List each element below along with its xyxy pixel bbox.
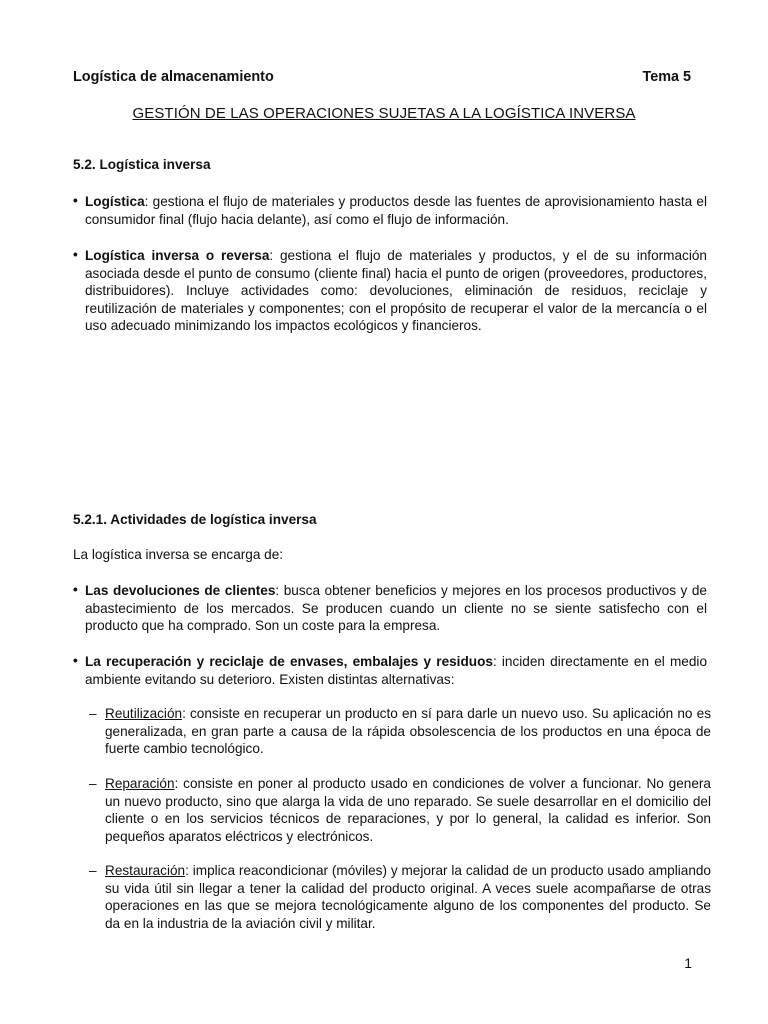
bullet-term: Las devoluciones de clientes — [85, 583, 276, 598]
subitem-restauracion — [89, 862, 711, 932]
bullet-logistica — [73, 193, 707, 228]
section-intro: La logística inversa se encarga de: — [73, 547, 284, 562]
bullet-text: : gestiona el flujo de materiales y productos, y el de su información asociada desde el punto de consumo (cliente final) hacia el punto de origen (proveedores, productores, distribuidores). Incluye actividades como: devoluciones, eliminación de residuos, reciclaje y reutilización de materiales y componentes; con el propósito de recuperar el valor de la mercancía o el uso adecuado minimizando los impactos ecológicos y financieros. — [85, 248, 707, 334]
topic-label: Tema 5 — [642, 69, 691, 85]
main-title: GESTIÓN DE LAS OPERACIONES SUJETAS A LA LOGÍSTICA INVERSA — [132, 105, 636, 122]
bullet-logistica-inversa — [73, 247, 707, 335]
subitem-term: Reutilización — [105, 706, 183, 721]
bullet-term: Logística — [85, 194, 145, 209]
bullet-term: Logística inversa o reversa — [85, 248, 270, 263]
bullet-recuperacion — [73, 653, 707, 688]
dash-icon: – — [89, 863, 97, 878]
bullet-text: : inciden directamente en el medio ambiente evitando su deterioro. Existen distintas alternativas: — [85, 654, 708, 687]
bullet-devoluciones — [73, 582, 707, 635]
page-header — [73, 69, 695, 89]
subitem-reutilizacion — [89, 705, 711, 758]
section-heading-5-2: 5.2. Logística inversa — [73, 157, 211, 172]
bullet-text: : gestiona el flujo de materiales y productos desde las fuentes de aprovisionamiento hasta el consumidor final (flujo hacia delante), así como el flujo de información. — [85, 194, 707, 227]
subitem-term: Reparación — [105, 776, 175, 791]
subitem-text: : consiste en poner al producto usado en condiciones de volver a funcionar. No genera un nuevo producto, sino que alarga la vida de uno reparado. Se suele desarrollar en el domicilio del cliente o en los servicios técnicos de reparaciones, y por lo general, la calidad es inferior. Son pequeños aparatos eléctricos y electrónicos. — [105, 776, 711, 844]
subitem-text: : consiste en recuperar un producto en sí para darle un nuevo uso. Su aplicación no es generalizada, en gran parte a causa de la rápida obsolescencia de los productos en una época de fuerte cambio tecnológico. — [105, 706, 711, 757]
bullet-term: La recuperación y reciclaje de envases, embalajes y residuos — [85, 654, 493, 669]
page-number: 1 — [684, 955, 692, 971]
dash-icon: – — [89, 776, 97, 791]
bullet-text: : busca obtener beneficios y mejores en los procesos productivos y de abastecimiento de los mercados. Se producen cuando un cliente no se siente satisfecho con el producto que ha comprado. Son un coste para la empresa. — [85, 583, 707, 634]
course-title: Logística de almacenamiento — [73, 69, 274, 85]
bullet-icon: • — [73, 653, 78, 668]
bullet-icon: • — [73, 193, 78, 208]
bullet-icon: • — [73, 247, 78, 262]
section-heading-5-2-1: 5.2.1. Actividades de logística inversa — [73, 512, 317, 527]
subitem-term: Restauración — [105, 863, 186, 878]
subitem-text: : implica reacondicionar (móviles) y mejorar la calidad de un producto usado ampliando su vida útil sin llegar a tener la calidad del producto original. A veces suele acompañarse de otras operaciones en las que se mejora tecnológicamente alguno de los componentes del producto. Se da en la industria de la aviación civil y militar. — [105, 863, 711, 931]
bullet-icon: • — [73, 582, 78, 597]
subitem-reparacion — [89, 775, 711, 845]
dash-icon: – — [89, 706, 97, 721]
